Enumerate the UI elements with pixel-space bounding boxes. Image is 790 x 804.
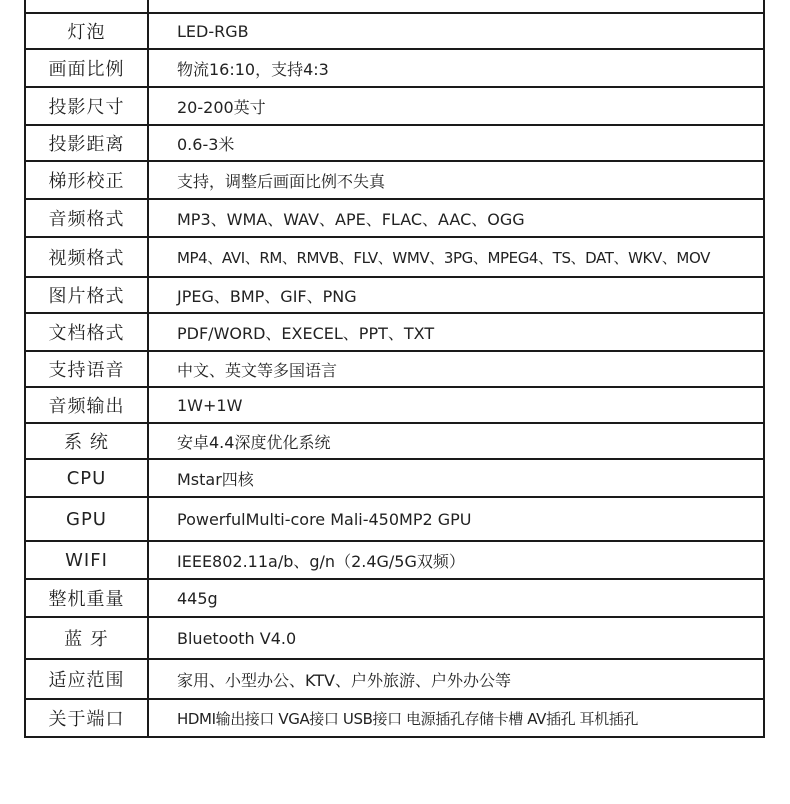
spec-row [25, 237, 764, 277]
spec-label: WIFI [25, 541, 148, 579]
spec-label: CPU [25, 459, 148, 497]
spec-row [25, 277, 764, 313]
spec-value: 家用、小型办公、KTV、户外旅游、户外办公等 [148, 659, 764, 699]
spec-label: 关于端口 [25, 699, 148, 737]
spec-row [25, 699, 764, 737]
spec-label: 投影距离 [25, 125, 148, 161]
spec-label: 文档格式 [25, 313, 148, 351]
spec-value: 中文、英文等多国语言 [148, 351, 764, 387]
spec-value: MP3、WMA、WAV、APE、FLAC、AAC、OGG [148, 199, 764, 237]
spec-value: HDMI输出接口 VGA接口 USB接口 电源插孔存储卡槽 AV插孔 耳机插孔 [148, 699, 764, 737]
spec-value: LED-RGB [148, 13, 764, 49]
spec-row [25, 617, 764, 659]
spec-value: IEEE802.11a/b、g/n（2.4G/5G双频） [148, 541, 764, 579]
spec-label: 支持语音 [25, 351, 148, 387]
spec-label: 画面比例 [25, 49, 148, 87]
spec-label [25, 0, 148, 13]
spec-row [25, 541, 764, 579]
spec-value: 20-200英寸 [148, 87, 764, 125]
spec-value: 支持，调整后画面比例不失真 [148, 161, 764, 199]
spec-label: 音频输出 [25, 387, 148, 423]
spec-value: Mstar四核 [148, 459, 764, 497]
spec-row [25, 0, 764, 13]
spec-label: 系 统 [25, 423, 148, 459]
spec-value: 445g [148, 579, 764, 617]
spec-value: JPEG、BMP、GIF、PNG [148, 277, 764, 313]
spec-row [25, 199, 764, 237]
spec-row [25, 659, 764, 699]
spec-value: 安卓4.4深度优化系统 [148, 423, 764, 459]
spec-label: GPU [25, 497, 148, 541]
spec-label: 梯形校正 [25, 161, 148, 199]
spec-row [25, 351, 764, 387]
spec-row [25, 87, 764, 125]
spec-value [148, 0, 764, 13]
spec-label: 视频格式 [25, 237, 148, 277]
spec-row [25, 387, 764, 423]
spec-label: 音频格式 [25, 199, 148, 237]
spec-label: 投影尺寸 [25, 87, 148, 125]
spec-label: 图片格式 [25, 277, 148, 313]
spec-row [25, 579, 764, 617]
spec-row [25, 13, 764, 49]
spec-value: PDF/WORD、EXECEL、PPT、TXT [148, 313, 764, 351]
spec-label: 灯泡 [25, 13, 148, 49]
spec-row [25, 125, 764, 161]
spec-table [24, 0, 765, 738]
spec-value: 物流16:10，支持4:3 [148, 49, 764, 87]
spec-row [25, 497, 764, 541]
spec-value: Bluetooth V4.0 [148, 617, 764, 659]
spec-row [25, 423, 764, 459]
spec-label: 蓝 牙 [25, 617, 148, 659]
spec-row [25, 49, 764, 87]
spec-value: 1W+1W [148, 387, 764, 423]
spec-row [25, 313, 764, 351]
spec-table-body [25, 0, 764, 737]
spec-row [25, 459, 764, 497]
spec-label: 适应范围 [25, 659, 148, 699]
spec-value: 0.6-3米 [148, 125, 764, 161]
spec-row [25, 161, 764, 199]
spec-label: 整机重量 [25, 579, 148, 617]
spec-value: MP4、AVI、RM、RMVB、FLV、WMV、3PG、MPEG4、TS、DAT、WKV、MOV [148, 237, 764, 277]
spec-value: PowerfulMulti-core Mali-450MP2 GPU [148, 497, 764, 541]
